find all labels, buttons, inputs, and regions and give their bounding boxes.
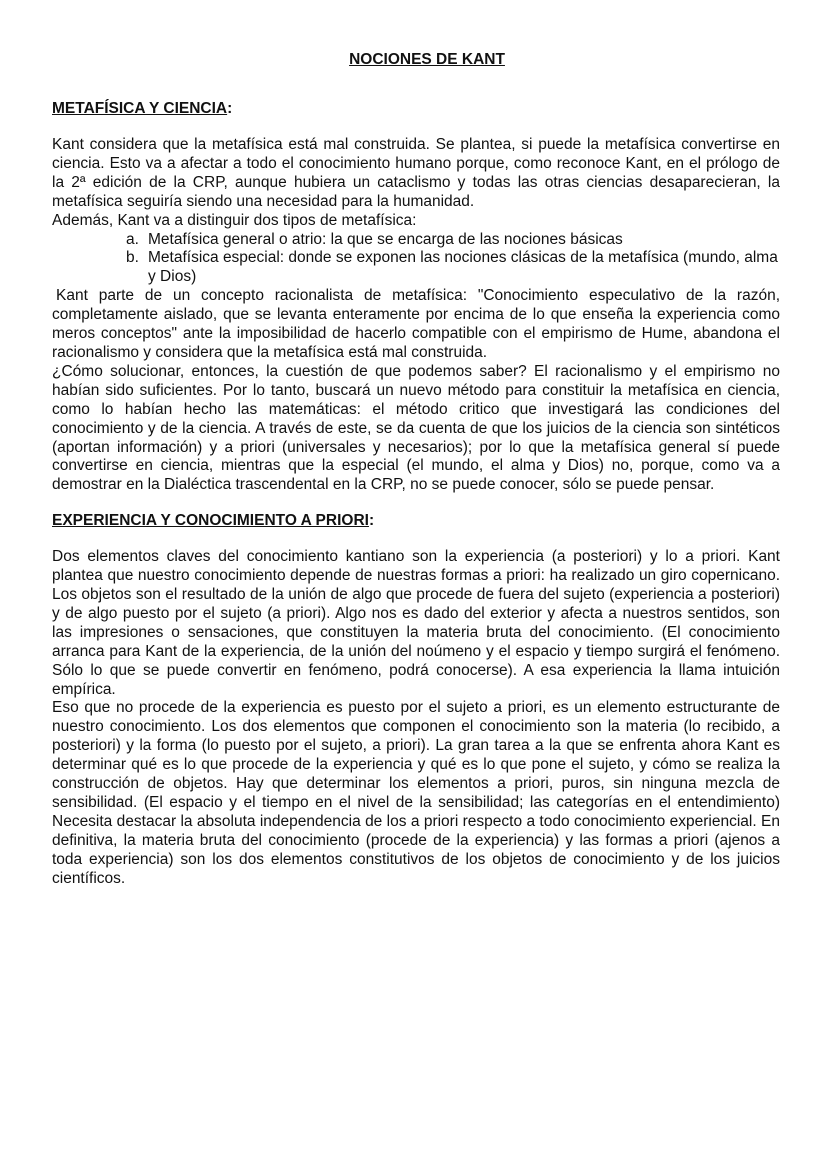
paragraph-experiencia-a-priori: Dos elementos claves del conocimiento kantiano son la experiencia (a posteriori) y lo a priori. Kant plantea que nuestro conocimiento depende de nuestras formas a priori: ha realizado un giro copernicano. Los objetos son el resultado de la unión de algo que procede de fuera del sujeto (experiencia a posteriori) y de algo puesto por el sujeto (a priori). Algo nos es dado del exterior y afecta a nuestros sentidos, son las impresiones o sensaciones, que constituyen la materia bruta del conocimiento. (El conocimiento arranca para Kant de la experiencia, de la unión del noúmeno y el espacio y tiempo surgirá el fenómeno. Sólo lo que se puede convertir en fenómeno, podrá conocerse). A esa experiencia la llama intuición empírica. — [52, 548, 780, 698]
list-item — [126, 231, 780, 250]
section-heading-metafisica-text: METAFÍSICA Y CIENCIA — [52, 100, 228, 117]
list-item-text: Metafísica especial: donde se exponen las nociones clásicas de la metafísica (mundo, alma y Dios) — [148, 249, 778, 286]
section-heading-metafisica-colon: : — [227, 100, 233, 117]
metafisica-types-list — [52, 231, 780, 288]
paragraph-elementos-a-priori: Eso que no procede de la experiencia es puesto por el sujeto a priori, es un elemento estructurante de nuestro conocimiento. Los dos elementos que componen el conocimiento son la materia (lo recibido, a posteriori) y la forma (lo puesto por el sujeto, a priori). La gran tarea a la que se enfrenta ahora Kant es determinar qué es lo que procede de la experiencia y qué es lo que pone el sujeto, y cómo se realiza la construcción de objetos. Hay que determinar los elementos a priori, puros, sin ninguna mezcla de sensibilidad. (El espacio y el tiempo en el nivel de la sensibilidad; las categorías en el entendimiento) Necesita destacar la absoluta independencia de los a priori respecto a todo conocimiento experiencial. En definitiva, la materia bruta del conocimiento (procede de la experiencia) y las formas a priori (ajenos a toda experiencia) son los dos elementos constitutivos de los objetos de conocimiento y de los juicios científicos. — [52, 699, 780, 887]
paragraph-concepto-racionalista: Kant parte de un concepto racionalista de metafísica: "Conocimiento especulativo de la razón, completamente aislado, que se levanta enteramente por encima de lo que enseña la experiencia como meros conceptos" ante la imposibilidad de hacerlo compatible con el empirismo de Hume, abandona el racionalismo y considera que la metafísica está mal construida. — [52, 287, 780, 361]
paragraph-metodo-critico: ¿Cómo solucionar, entonces, la cuestión de que podemos saber? El racionalismo y el empirismo no habían sido suficientes. Por lo tanto, buscará un nuevo método para constituir la metafísica en ciencia, como lo habían hecho las matemáticas: el método critico que investigará las condiciones del conocimiento y de la ciencia. A través de este, se da cuenta de que los juicios de la ciencia son sintéticos (aportan información) y a priori (universales y necesarios); por lo que la metafísica general sí puede convertirse en ciencia, mientras que la especial (el mundo, el alma y Dios) no, porque, como va a demostrar en la Dialéctica trascendental en la CRP, no se puede conocer, sólo se puede pensar. — [52, 362, 780, 494]
list-marker: b. — [126, 249, 139, 267]
paragraph-tipos-metafisica: Además, Kant va a distinguir dos tipos de metafísica: — [52, 211, 417, 229]
list-item — [126, 249, 780, 287]
section-heading-experiencia-colon: : — [368, 512, 375, 530]
paragraph-metafisica-intro: Kant considera que la metafísica está mal construida. Se plantea, si puede la metafísica convertirse en ciencia. Esto va a afectar a todo el conocimiento humano porque, como reconoce Kant, en el prólogo de la 2ª edición de la CRP, aunque hubiera un cataclismo y todas las otras ciencias desaparecieran, la metafísica seguiría siendo una necesidad para la humanidad. — [52, 136, 780, 210]
section-heading-experiencia-text: EXPERIENCIA Y CONOCIMIENTO A PRIORI — [52, 512, 369, 530]
section-heading-experiencia — [52, 512, 780, 530]
list-marker: a. — [126, 230, 139, 248]
section-heading-metafisica — [52, 100, 780, 118]
page-title: NOCIONES DE KANT — [349, 51, 505, 68]
list-item-text: Metafísica general o atrio: la que se encarga de las nociones básicas — [148, 230, 623, 248]
